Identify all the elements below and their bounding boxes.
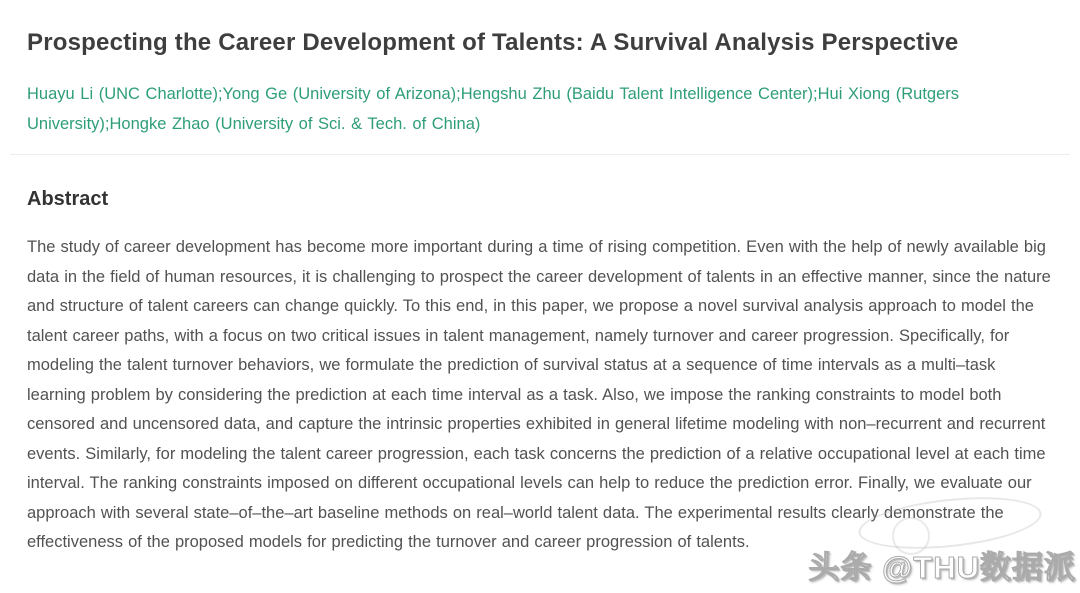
- toutiao-watermark: 头条 @THU数据派: [808, 550, 1076, 585]
- paper-authors: Huayu Li (UNC Charlotte);Yong Ge (University of Arizona);Hengshu Zhu (Baidu Talent Intelligence Center);Hui Xiong (Rutgers University);Hongke Zhao (University of Sci. & Tech. of China): [27, 85, 960, 133]
- section-divider: [10, 154, 1070, 155]
- abstract-heading: Abstract: [27, 188, 109, 210]
- paper-title: Prospecting the Career Development of Talents: A Survival Analysis Perspective: [27, 29, 959, 56]
- abstract-body-text: The study of career development has become more important during a time of rising competition. Even with the help of newly available big data in the field of human resources, it is challenging to prospect the career development of talents in an effective manner, since the nature and structure of talent careers can change quickly. To this end, in this paper, we propose a novel survival analysis approach to model the talent career paths, with a focus on two critical issues in talent management, namely turnover and career progression. Specifically, for modeling the talent turnover behaviors, we formulate the prediction of survival status at a sequence of time intervals as a multi–task learning problem by considering the prediction at each time interval as a task. Also, we impose the ranking constraints to model both censored and uncensored data, and capture the intrinsic properties exhibited in general lifetime modeling with non–recurrent and recurrent events. Similarly, for modeling the talent career progression, each task concerns the prediction of a relative occupational level at each time interval. The ranking constraints imposed on different occupational levels can help to reduce the prediction error. Finally, we evaluate our approach with several state–of–the–art baseline methods on real–world talent data. The experimental results clearly demonstrate the effectiveness of the proposed models for predicting the turnover and career progression of talents.: [27, 238, 1051, 551]
